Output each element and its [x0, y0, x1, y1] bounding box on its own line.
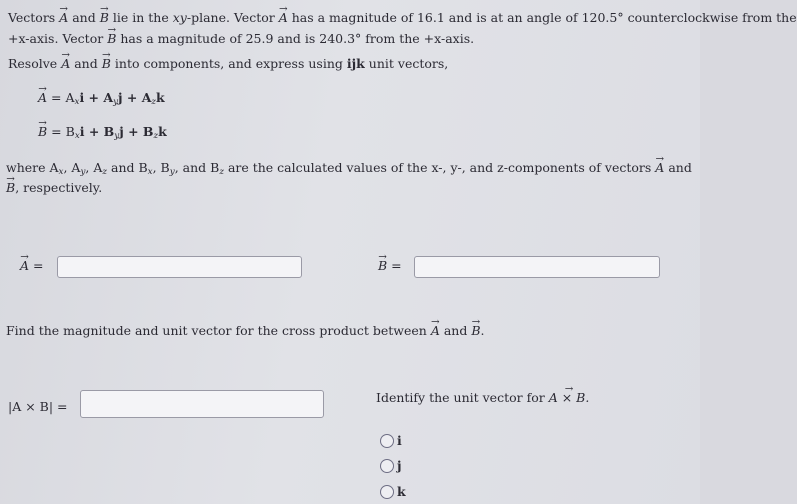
vector-a-label: → A =	[20, 258, 44, 273]
equation-a: → $A = A_xi + A_yj + A_zk$	[38, 90, 165, 107]
cross-magnitude-label: |A × B| =	[8, 399, 68, 414]
vector-b-label: → B =	[378, 258, 402, 273]
cross-product-prompt: Find the magnitude and unit vector for the cross product between → A and → B.	[6, 323, 485, 338]
cross-magnitude-input[interactable]	[80, 390, 324, 418]
where-line-2: → B, respectively.	[6, 180, 102, 195]
option-k-label: k	[397, 484, 406, 499]
vector-b-input[interactable]	[414, 256, 660, 278]
option-j-label: j	[397, 458, 402, 473]
problem-line-1: Vectors → A and → B lie in the xy-plane. Vector → A has a magnitude of 16.1 and is at an angle of 120.5° counterclockwise from the	[8, 10, 797, 25]
radio-k[interactable]	[380, 485, 394, 499]
radio-i[interactable]	[380, 434, 394, 448]
resolve-instruction: Resolve → A and → B into components, and express using ijk unit vectors,	[8, 56, 448, 71]
radio-j[interactable]	[380, 459, 394, 473]
vector-a-input[interactable]	[57, 256, 302, 278]
identify-unit-vector-prompt: Identify the unit vector for → A × B.	[376, 390, 589, 405]
where-line-1: where $A_x$, $A_y$, $A_z$ and $B_x$, $B_y$, and $B_z$ are the calculated values of the x-, y-, and z-components of vectors → A and	[6, 160, 692, 177]
equation-b: → $B = B_xi + B_yj + B_zk$	[38, 124, 167, 141]
option-i-label: i	[397, 433, 402, 448]
problem-line-2: +x-axis. Vector → B has a magnitude of 25.9 and is 240.3° from the +x-axis.	[8, 31, 474, 46]
